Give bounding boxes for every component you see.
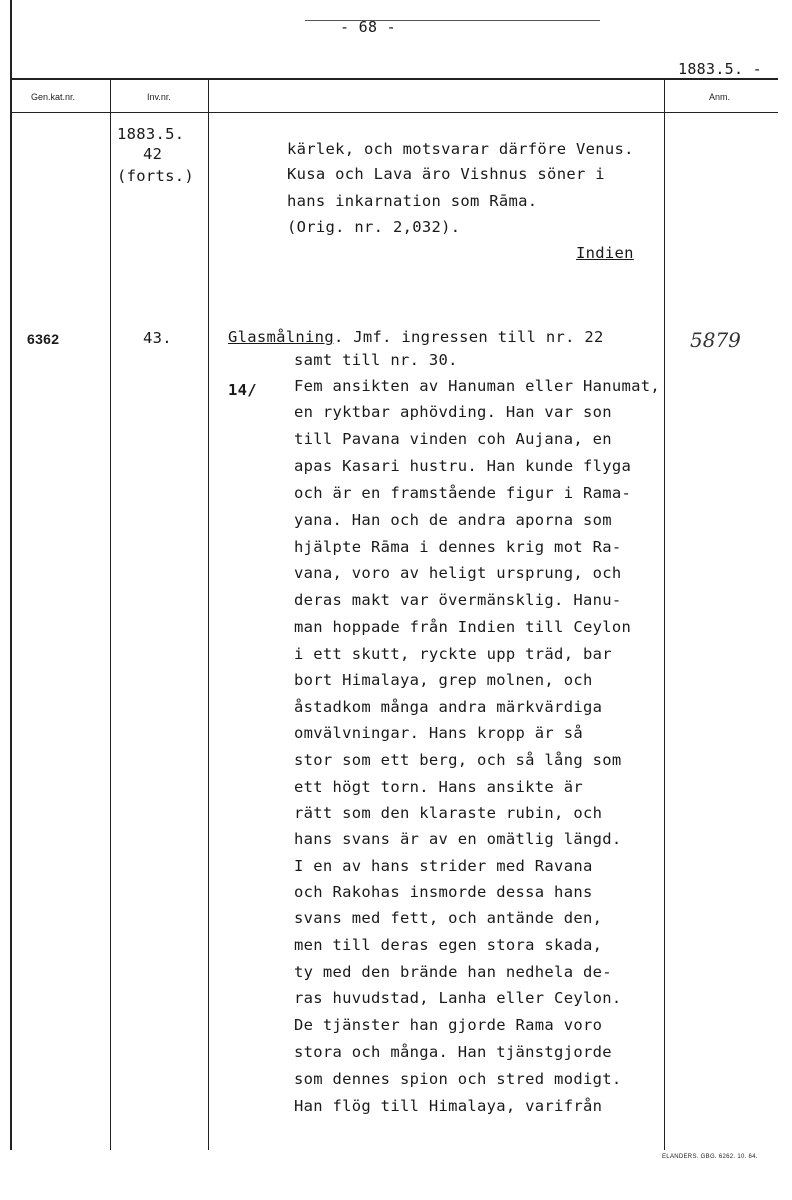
- body-line: man hoppade från Indien till Ceylon: [294, 618, 632, 636]
- inv-number: 43.: [143, 329, 172, 347]
- printer-mark: ELANDERS. GBG. 6262. 10. 64.: [662, 1154, 758, 1160]
- entry-title: Glasmålning: [228, 328, 334, 346]
- body-line: Han flög till Himalaya, varifrån: [294, 1097, 603, 1115]
- margin-note: 14/: [228, 381, 257, 399]
- column-divider-1: [110, 79, 111, 1150]
- body-line: hans svans är av en omätlig längd.: [294, 830, 622, 848]
- inv-number-continued-1: 1883.5.: [117, 125, 185, 143]
- continued-text-line-1: kärlek, och motsvarar därföre Venus.: [287, 140, 634, 158]
- inv-number-continued-2: 42: [143, 145, 163, 163]
- body-line: vana, voro av heligt ursprung, och: [294, 564, 622, 582]
- body-line: stora och många. Han tjänstgjorde: [294, 1043, 612, 1061]
- body-line: åstadkom många andra märkvärdiga: [294, 698, 603, 716]
- gen-kat-number: 6362: [27, 331, 60, 347]
- body-line: apas Kasari hustru. Han kunde flyga: [294, 457, 632, 475]
- left-border-line: [10, 0, 12, 1150]
- body-line: hjälpte Rāma i dennes krig mot Ra-: [294, 538, 622, 556]
- body-line: De tjänster han gjorde Rama voro: [294, 1016, 603, 1034]
- body-line: rätt som den klaraste rubin, och: [294, 804, 603, 822]
- annotation-handwritten-number: 5879: [690, 328, 741, 352]
- body-line: men till deras egen stora skada,: [294, 936, 603, 954]
- body-line: stor som ett berg, och så lång som: [294, 751, 622, 769]
- body-line: ett högt torn. Hans ansikte är: [294, 778, 583, 796]
- continued-text-line-3: hans inkarnation som Rāma.: [287, 192, 538, 210]
- body-line: som dennes spion och stred modigt.: [294, 1070, 622, 1088]
- body-line: ras huvudstad, Lanha eller Ceylon.: [294, 989, 622, 1007]
- body-line: omvälvningar. Hans kropp är så: [294, 724, 583, 742]
- header-inventory-prefix: 1883.5. -: [678, 60, 762, 78]
- entry-title-line: [228, 327, 604, 347]
- body-line: i ett skutt, ryckte upp träd, bar: [294, 645, 612, 663]
- body-line: I en av hans strider med Ravana: [294, 857, 593, 875]
- page-number: - 68 -: [340, 18, 396, 36]
- continued-text-line-2: Kusa och Lava äro Vishnus söner i: [287, 165, 605, 183]
- body-line: och är en framstående figur i Rama-: [294, 484, 632, 502]
- body-line: bort Himalaya, grep molnen, och: [294, 671, 593, 689]
- header-bottom-line: [10, 112, 778, 113]
- column-header-anm: Anm.: [709, 92, 731, 102]
- location-label: Indien: [576, 244, 634, 262]
- inv-number-continued-3: (forts.): [117, 167, 195, 185]
- column-divider-3: [664, 79, 665, 1150]
- column-header-gen-kat-nr: Gen.kat.nr.: [31, 92, 76, 102]
- column-divider-2: [208, 79, 209, 1150]
- body-line: ty med den brände han nedhela de-: [294, 963, 612, 981]
- body-line: Fem ansikten av Hanuman eller Hanumat,: [294, 377, 661, 395]
- body-line: en ryktbar aphövding. Han var son: [294, 403, 612, 421]
- body-line: yana. Han och de andra aporna som: [294, 511, 612, 529]
- continued-text-line-4: (Orig. nr. 2,032).: [287, 218, 461, 236]
- body-line: och Rakohas insmorde dessa hans: [294, 883, 593, 901]
- body-line: svans med fett, och antände den,: [294, 909, 603, 927]
- entry-title-rest: . Jmf. ingressen till nr. 22: [333, 328, 604, 346]
- body-line: till Pavana vinden coh Aujana, en: [294, 430, 612, 448]
- body-line: deras makt var övermänsklig. Hanu-: [294, 591, 622, 609]
- column-header-inv-nr: Inv.nr.: [147, 92, 171, 102]
- body-line: samt till nr. 30.: [294, 351, 458, 369]
- header-top-line: [10, 78, 778, 80]
